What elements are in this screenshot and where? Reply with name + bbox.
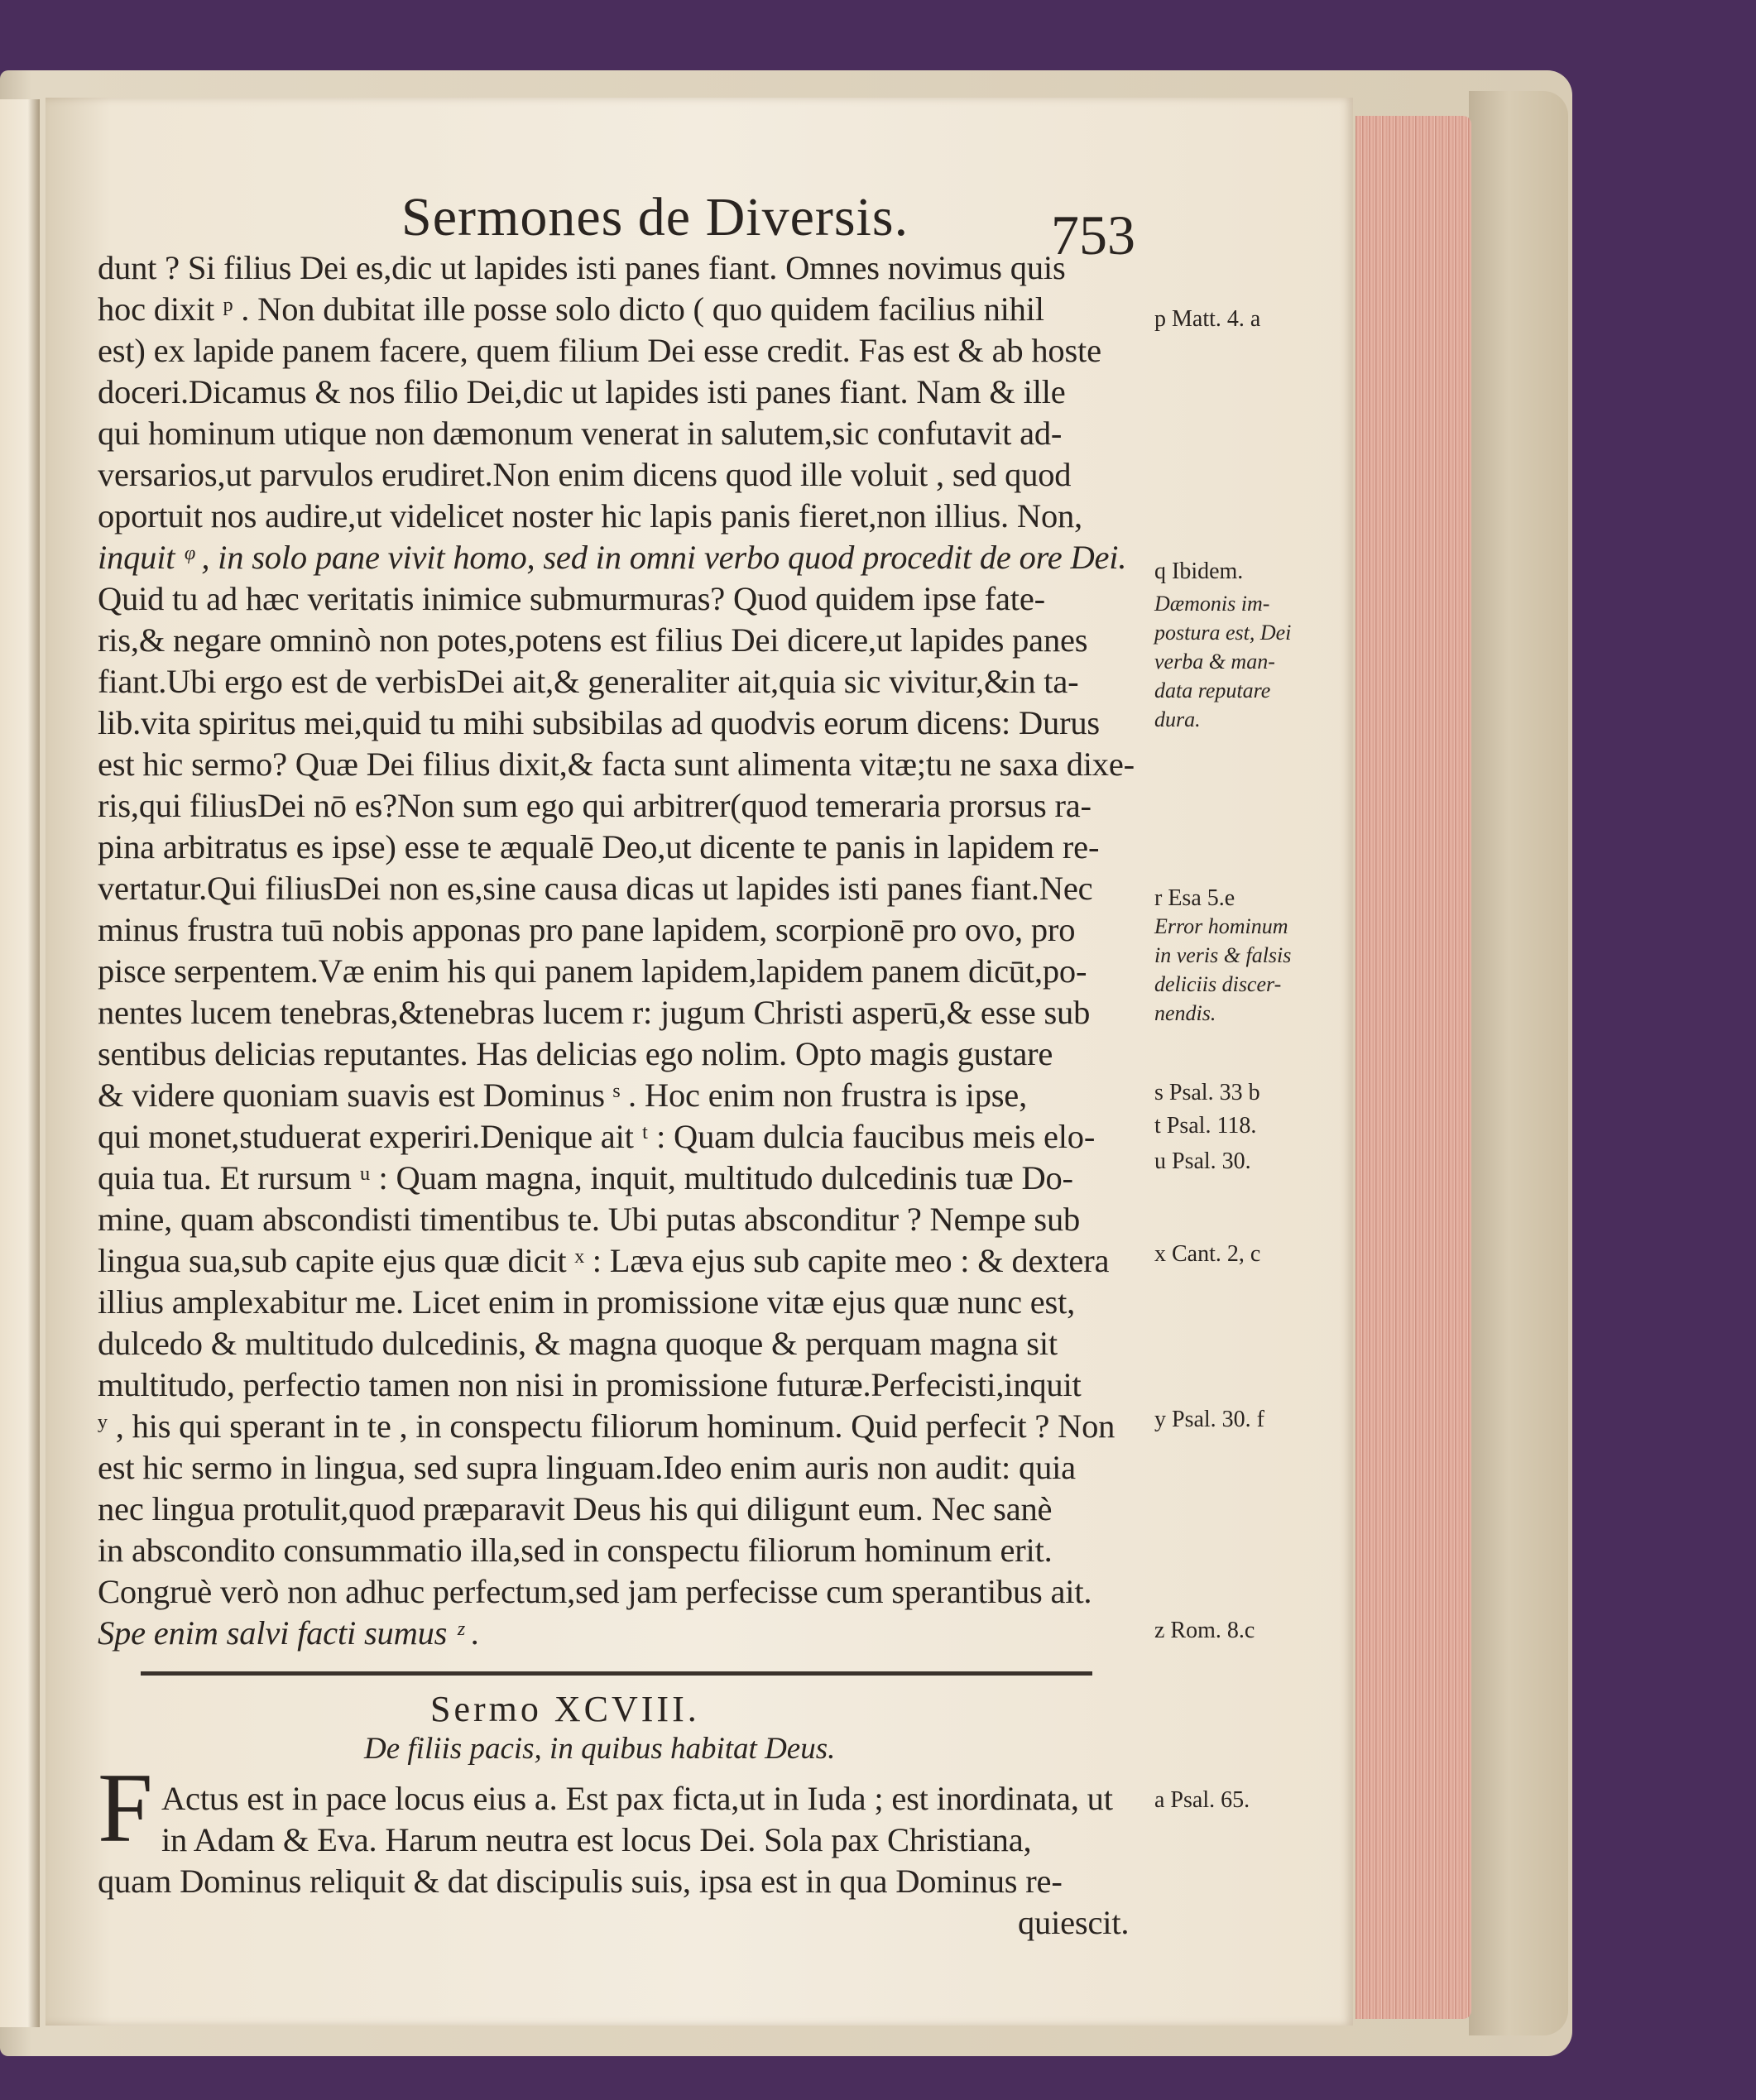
margin-note: t Psal. 118. (1154, 1113, 1257, 1139)
margin-note: in veris & falsis (1154, 943, 1292, 967)
body-line: vertatur.Qui filiusDei non es,sine causa dicas ut lapides isti panes fiant.Nec (98, 870, 1093, 907)
body-line: qui monet,studuerat experiri.Denique ait ᵗ : Quam dulcia faucibus meis elo- (98, 1118, 1096, 1155)
margin-note: a Psal. 65. (1154, 1787, 1250, 1813)
body-line: ʸ , his qui sperant in te , in conspectu filiorum hominum. Quid perfecit ? Non (98, 1407, 1115, 1445)
drop-cap: F (98, 1752, 153, 1863)
body-line: est) ex lapide panem facere, quem filium Dei esse credit. Fas est & ab hoste (98, 332, 1101, 369)
body-line: oportuit nos audire,ut videlicet noster hic lapis panis fieret,non illius. Non, (98, 497, 1082, 535)
margin-note: s Psal. 33 b (1154, 1080, 1260, 1105)
sermo-line: quam Dominus reliquit & dat discipulis suis, ipsa est in qua Dominus re- (98, 1863, 1063, 1900)
body-line: sentibus delicias reputantes. Has delicias ego nolim. Opto magis gustare (98, 1035, 1053, 1072)
margin-note: y Psal. 30. f (1154, 1407, 1264, 1432)
body-line: ris,& negare omninò non potes,potens est filius Dei dicere,ut lapides panes (98, 621, 1088, 659)
body-line: pina arbitratus es ipse) esse te æqualē Deo,ut dicente te panis in lapidem re- (98, 828, 1100, 865)
body-line: dulcedo & multitudo dulcedinis, & magna quoque & perquam magna sit (98, 1325, 1058, 1362)
margin-note: p Matt. 4. a (1154, 306, 1261, 332)
sermo-line: Actus est in pace locus eius a. Est pax ficta,ut in Iuda ; est inordinata, ut (161, 1780, 1113, 1817)
body-line: lingua sua,sub capite ejus quæ dicit ˣ : Læva ejus sub capite meo : & dextera (98, 1242, 1110, 1279)
body-line: nec lingua protulit,quod præparavit Deus his qui diligunt eum. Nec sanè (98, 1490, 1053, 1527)
body-line: est hic sermo? Quæ Dei filius dixit,& facta sunt alimenta vitæ;tu ne saxa dixe- (98, 746, 1135, 783)
body-line: versarios,ut parvulos erudiret.Non enim dicens quod ille voluit , sed quod (98, 456, 1072, 493)
body-line: Congruè verò non adhuc perfectum,sed jam perfecisse cum sperantibus ait. (98, 1573, 1092, 1610)
body-line: multitudo, perfectio tamen non nisi in promissione futuræ.Perfecisti,inquit (98, 1366, 1082, 1403)
running-header: Sermones de Diversis. (401, 187, 909, 247)
body-line: illius amplexabitur me. Licet enim in promissione vitæ ejus quæ nunc est, (98, 1283, 1076, 1321)
body-line: qui hominum utique non dæmonum venerat in salutem,sic confutavit ad- (98, 415, 1063, 452)
body-line: lib.vita spiritus mei,quid tu mihi subsibilas ad quodvis eorum dicens: Durus (98, 704, 1100, 741)
body-line: fiant.Ubi ergo est de verbisDei ait,& generaliter ait,quia sic vivitur,&in ta- (98, 663, 1079, 700)
body-line: pisce serpentem.Væ enim his qui panem lapidem,lapidem panem dicūt,po- (98, 952, 1087, 990)
cover-edge (1469, 91, 1568, 2035)
body-line: hoc dixit ᵖ . Non dubitat ille posse solo dicto ( quo quidem facilius nihil (98, 290, 1044, 328)
left-facing-page (0, 99, 40, 2027)
margin-note: verba & man- (1154, 650, 1275, 674)
body-line: est hic sermo in lingua, sed supra linguam.Ideo enim auris non audit: quia (98, 1449, 1076, 1486)
margin-note: nendis. (1154, 1001, 1216, 1025)
sermo-heading: Sermo XCVIII. (430, 1689, 700, 1729)
body-line: nentes lucem tenebras,&tenebras lucem r: jugum Christi asperū,& esse sub (98, 994, 1091, 1031)
body-line: in abscondito consummatio illa,sed in conspectu filiorum hominum erit. (98, 1532, 1053, 1569)
margin-note: deliciis discer- (1154, 972, 1282, 996)
margin-note: Dæmonis im- (1154, 592, 1270, 616)
margin-note: z Rom. 8.c (1154, 1618, 1255, 1643)
page-block-edge (1355, 116, 1471, 2019)
page-number: 753 (1051, 204, 1135, 266)
body-line: dunt ? Si filius Dei es,dic ut lapides isti panes fiant. Omnes novimus quis (98, 249, 1066, 286)
margin-note: q Ibidem. (1154, 559, 1244, 584)
body-line: doceri.Dicamus & nos filio Dei,dic ut lapides isti panes fiant. Nam & ille (98, 373, 1066, 410)
margin-note: u Psal. 30. (1154, 1148, 1251, 1174)
margin-note: r Esa 5.e (1154, 885, 1235, 911)
body-line: inquit ᵠ , in solo pane vivit homo, sed in omni verbo quod procedit de ore Dei. (98, 539, 1127, 576)
body-line: ris,qui filiusDei nō es?Non sum ego qui arbitrer(quod temeraria prorsus ra- (98, 787, 1092, 824)
sermo-line: in Adam & Eva. Harum neutra est locus Dei. Sola pax Christiana, (161, 1821, 1032, 1858)
body-line: quia tua. Et rursum ᵘ : Quam magna, inquit, multitudo dulcedinis tuæ Do- (98, 1159, 1073, 1196)
sermo-line: quiescit. (1018, 1904, 1130, 1941)
sermo-subtitle: De filiis pacis, in quibus habitat Deus. (364, 1732, 836, 1766)
margin-note: Error hominum (1154, 914, 1288, 938)
margin-note: x Cant. 2, c (1154, 1241, 1261, 1267)
margin-note: dura. (1154, 707, 1201, 731)
body-line: mine, quam abscondisti timentibus te. Ubi putas absconditur ? Nempe sub (98, 1201, 1081, 1238)
body-line: minus frustra tuū nobis apponas pro pane lapidem, scorpionē pro ovo, pro (98, 911, 1076, 948)
margin-note: postura est, Dei (1154, 621, 1292, 645)
body-line: Quid tu ad hæc veritatis inimice submurmuras? Quod quidem ipse fate- (98, 580, 1045, 617)
section-rule (141, 1671, 1092, 1676)
margin-note: data reputare (1154, 678, 1271, 702)
body-line: Spe enim salvi facti sumus ᶻ . (98, 1614, 480, 1652)
body-line: & videre quoniam suavis est Dominus ˢ . Hoc enim non frustra is ipse, (98, 1076, 1028, 1114)
